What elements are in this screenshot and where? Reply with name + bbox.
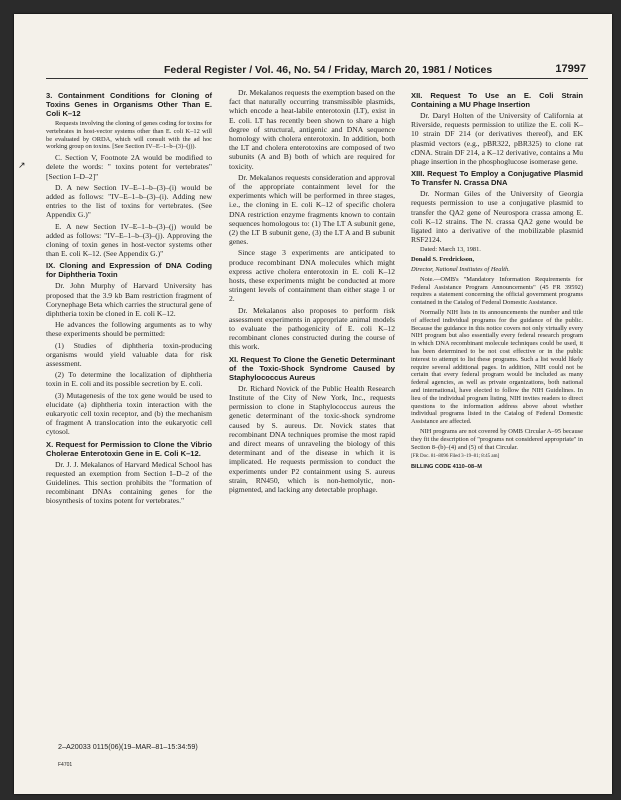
paragraph: Dr. J. J. Mekalanos of Harvard Medical School has requested an exemption from Section I–D–2 of the Guidelines. This section prohibits the "formation of recombinant DNAs containing genes for the biosynthesis of toxins potent for vertebrates." bbox=[46, 459, 212, 506]
paragraph: Requests involving the cloning of genes coding for toxins for vertebrates in host-vector systems other than E. coli K–12 will be evaluated by ORDA, which will consult with the ad hoc working group on toxins. [See Section IV–E–1–b–(3)–(j)). bbox=[46, 120, 212, 151]
paragraph: E. A new Section IV–E–1–b–(3)–(j) would be added as follows: "IV–E–1–b–(3)–(j). Approving the cloning of toxin genes in host-vector systems other than E. coli K–12. (See Appendix G.)" bbox=[46, 221, 212, 259]
paragraph: C. Section V, Footnote 2A would be modified to delete the words: " toxins potent for vertebrates" [Section I–D–2]" bbox=[46, 153, 212, 181]
paragraph: Dated: March 13, 1981. bbox=[420, 246, 481, 254]
section-heading: 3. Containment Conditions for Cloning of Toxins Genes in Organisms Other Than E. Coli K–12 bbox=[46, 91, 212, 118]
section-heading: X. Request for Permission to Clone the Vibrio Cholerae Enterotoxin Gene in E. Coli K–12. bbox=[46, 439, 212, 458]
paragraph: (2) To determine the localization of diphtheria toxin in E. coli and its possible secretion by E. coli. bbox=[46, 370, 212, 389]
margin-mark: ↗ bbox=[18, 160, 26, 170]
paragraph: Dr. Mekalanos requests the exemption based on the fact that naturally occurring transmissible plasmids, which encode a heat-labile enterotoxin (LT), exist in E. coli. LT has recently been shown to share a high degree of structural, antigenic and DNA sequence homology with cholera enterotoxin. In addition, both the LT and cholera enterotoxins are composed of two subunits (A and B) both of which are required for toxicity. bbox=[229, 88, 395, 171]
paragraph: Dr. Mekalanos also proposes to perform risk assessment experiments in appropriate animal models to evaluate the pathogenicity of E. coli K–12 recombinant clones constructed during the course of this work. bbox=[229, 305, 395, 352]
column-2 bbox=[229, 88, 395, 496]
paragraph: Dr. John Murphy of Harvard University has proposed that the 3.9 kb Bam restriction fragment of Corynephage Beta which carries the structural gene of diphtheria toxin be cloned in E. coli K–12. bbox=[46, 281, 212, 319]
footer-job-line: 2–A20033 0115(06)(19–MAR–81–15:34:59) bbox=[58, 742, 198, 751]
document-page bbox=[14, 14, 612, 794]
paragraph: Normally NIH lists in its announcements the number and title of affected individual programs for the guidance of the public. Because the guidance in this notice covers not only virtually every NIH program but also essentially every federal research program in which DNA recombinant molecule techniques could be used, it has been determined to be not cost effective or in the public interest to attempt to list these programs. Such a list would likely require several additional pages. In addition, NIH could not be certain that every federal program would be included as many federal agencies, as well as private organizations, both national and international, have elected to follow the NIH Guidelines. In lieu of the individual program listing, NIH invites readers to direct questions to the information address above about whether individual programs listed in the Catalog of Federal Domestic Assistance are affected. bbox=[411, 309, 583, 426]
header-title: Federal Register / Vol. 46, No. 54 / Friday, March 20, 1981 / Notices bbox=[164, 64, 493, 76]
page-number: 17997 bbox=[555, 63, 586, 75]
paragraph: Dr. Daryl Holten of the University of California at Riverside, requests permission to utilize the E. coli K–10 strain DF 214 (or derivatives thereof), and EK plasmid vectors (e.g., pBR322, pBR325) to clone rat cDNA. Strain DF 214, a K–12 derivative, contains a Mu phage insertion in the phosphoglucose isomerase gene. bbox=[411, 111, 583, 167]
signature-title: Director, National Institutes of Health. bbox=[411, 266, 510, 274]
section-heading: XIII. Request To Employ a Conjugative Plasmid To Transfer N. Crassa DNA bbox=[411, 169, 583, 188]
paragraph: Dr. Mekalanos requests consideration and approval of the appropriate containment level for the experiments which will be performed in three stages, i.e., the cloning in E. coli K–12 of specific cholera DNA restriction enzyme fragments known to contain sequences homologous to: (1) The LT A subunit gene, (2) the LT B subunit gene, (3) the LT A and B subunit genes. bbox=[229, 172, 395, 247]
section-heading: IX. Cloning and Expression of DNA Coding for Diphtheria Toxin bbox=[46, 261, 212, 280]
paragraph: He advances the following arguments as to why these experiments should be permitted: bbox=[46, 320, 212, 339]
paragraph: (1) Studies of diphtheria toxin-producing organisms would yield valuable data for risk assessment. bbox=[46, 340, 212, 369]
section-heading: XII. Request To Use an E. Coli Strain Containing a MU Phage Insertion bbox=[411, 91, 583, 109]
billing-code: BILLING CODE 4110–08–M bbox=[411, 464, 482, 471]
paragraph: Note.—OMB's "Mandatory Information Requirements for Federal Assistance Program Announcements" (45 FR 39592) requires a statement concerning the official government programs contained in the Catalog of Federal Domestic Assistance. bbox=[411, 275, 583, 307]
signature-name: Donald S. Fredrickson, bbox=[411, 256, 475, 264]
paragraph: Dr. Richard Novick of the Public Health Research Institute of the City of New York, Inc., requests permission to clone in Staphylococcus aureus the genetic determinant of the toxic-shock syndrome caused by S. aureus. Dr. Novick states that recombinant DNA techniques promise the most rapid and direct means of unraveling the biology of this determinant and of the disease in which it is implicated. He requests permission to conduct the experiments under P2 containment using S. aureus strain, RN450, which is non-hemolytic, non-pigmented, and lacking any detectable prophage. bbox=[229, 383, 395, 494]
section-heading: XI. Request To Clone the Genetic Determinant of the Toxic-Shock Syndrome Caused by Staphylococcus Aureus bbox=[229, 354, 395, 382]
paragraph: D. A new Section IV–E–1–b–(3)–(i) would be added as follows: "IV–E–1–b–(3)–(i). Adding new entries to the list of toxins for vertebrates. (See Appendix G.)" bbox=[46, 182, 212, 220]
footer-code: F4701 bbox=[58, 762, 73, 768]
paragraph: (3) Mutagenesis of the tox gene would be used to elucidate (a) diphtheria toxin interaction with the eukaryotic cell toxin receptor, and (b) the mechanism of fragment A translocation into the eukaryotic cell cytosol. bbox=[46, 390, 212, 437]
paragraph: NIH programs are not covered by OMB Circular A–95 because they fit the description of "programs not considered appropriate" in Section 8–(b)–(4) and (5) of that Circular. bbox=[411, 427, 583, 451]
paragraph: Since stage 3 experiments are anticipated to produce recombinant DNA molecules which might express active cholera enterotoxin in E. coli K–12 hosts, these experiments might be conducted at more stringent levels of containment than either stage 1 or 2. bbox=[229, 248, 395, 304]
paragraph: Dr. Norman Giles of the University of Georgia requests permission to use a conjugative plasmid to transfer the QA2 gene of Neurospora crassa among E. coli K–12 strains. The N. crassa QA2 gene would be ligated into a derivative of the mobilizable plasmid RSF2124. bbox=[411, 189, 583, 245]
column-3 bbox=[411, 88, 583, 472]
fr-doc-line: [FR Doc. 81–8096 Filed 3–19–81; 8:45 am] bbox=[411, 454, 500, 460]
page-header bbox=[46, 62, 588, 79]
column-1 bbox=[46, 88, 212, 508]
